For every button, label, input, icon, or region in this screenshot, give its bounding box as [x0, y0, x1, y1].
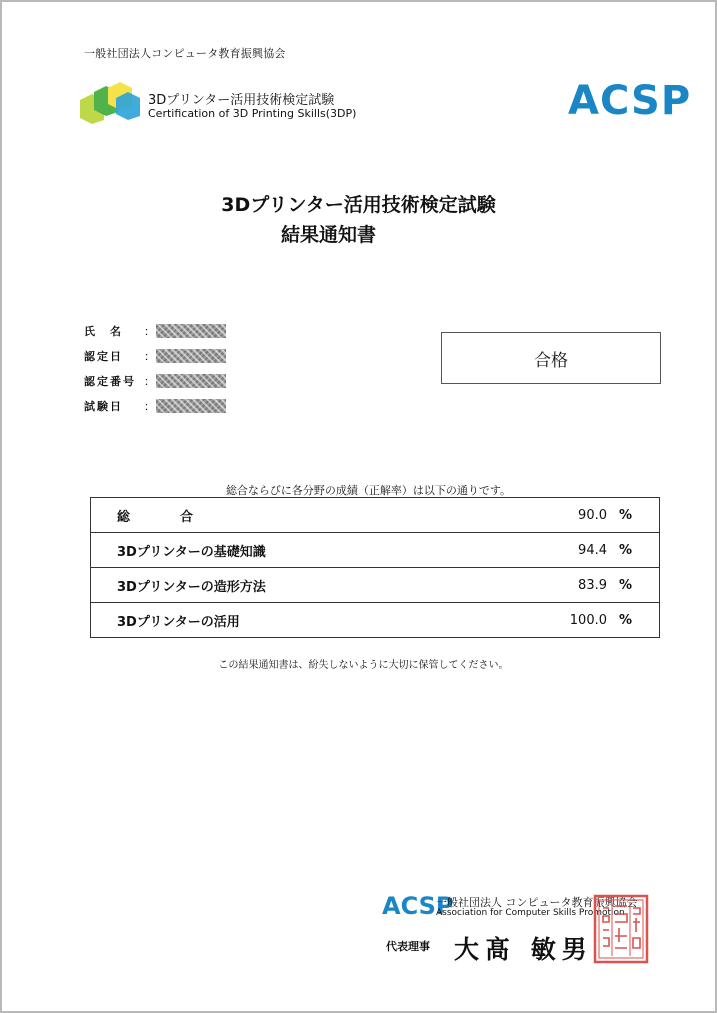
info-colon: ： — [144, 349, 155, 363]
redacted-value — [156, 374, 226, 388]
organization-header: 一般社団法人コンピュータ教育振興協会 — [84, 47, 286, 60]
issuer-name-en: Association for Computer Skills Promotion — [436, 908, 625, 918]
score-value: 94.4 — [578, 542, 607, 558]
info-row-name — [84, 318, 226, 343]
info-row-cert-number — [84, 368, 226, 393]
certification-logo — [80, 80, 380, 130]
info-row-cert-date — [84, 343, 226, 368]
info-colon: ： — [144, 324, 155, 338]
result-status: 合格 — [534, 350, 568, 371]
logo-title-en: Certification of 3D Printing Skills(3DP) — [148, 107, 357, 120]
cubes-icon — [80, 80, 144, 124]
table-row — [91, 498, 660, 533]
score-unit: % — [619, 542, 633, 558]
issuer-name-jp: 一般社団法人 コンピュータ教育振興協会 — [436, 896, 638, 909]
score-table — [90, 497, 660, 638]
score-value: 83.9 — [578, 577, 607, 593]
redacted-value — [156, 324, 226, 338]
score-unit: % — [619, 507, 633, 523]
info-colon: ： — [144, 374, 155, 388]
acsp-logo: ACSP — [568, 78, 692, 124]
score-label: 3Dプリンターの基礎知識 — [117, 544, 266, 560]
info-label: 認定日 — [84, 349, 123, 363]
result-status-box — [441, 332, 661, 384]
score-value: 100.0 — [569, 612, 607, 628]
official-seal-icon — [593, 894, 649, 964]
acsp-logo-small: ACSP — [382, 892, 454, 920]
recipient-info — [84, 318, 226, 418]
issuer-block — [382, 892, 662, 972]
title-line-1: 3Dプリンター活用技術検定試験 — [221, 194, 496, 216]
representative-title: 代表理事 — [386, 940, 430, 953]
title-line-2: 結果通知書 — [280, 224, 376, 246]
table-row — [91, 568, 660, 603]
logo-title-jp: 3Dプリンター活用技術検定試験 — [148, 93, 335, 108]
score-label: 総合 — [117, 509, 244, 525]
info-colon: ： — [144, 399, 155, 413]
score-label: 3Dプリンターの造形方法 — [117, 579, 266, 595]
score-caption: 総合ならびに各分野の成績（正解率）は以下の通りです。 — [225, 484, 512, 497]
document-title — [0, 190, 717, 250]
score-unit: % — [619, 612, 633, 628]
score-unit: % — [619, 577, 633, 593]
representative-name: 大髙 敏男 — [454, 935, 593, 964]
table-row — [91, 533, 660, 568]
table-row — [91, 603, 660, 638]
info-label: 氏 名 — [84, 324, 123, 338]
footnote: この結果通知書は、紛失しないように大切に保管してください。 — [218, 660, 509, 671]
info-label: 試験日 — [84, 399, 123, 413]
info-row-exam-date — [84, 393, 226, 418]
score-label: 3Dプリンターの活用 — [117, 614, 240, 630]
redacted-value — [156, 349, 226, 363]
redacted-value — [156, 399, 226, 413]
info-label: 認定番号 — [84, 374, 136, 388]
score-value: 90.0 — [578, 507, 607, 523]
